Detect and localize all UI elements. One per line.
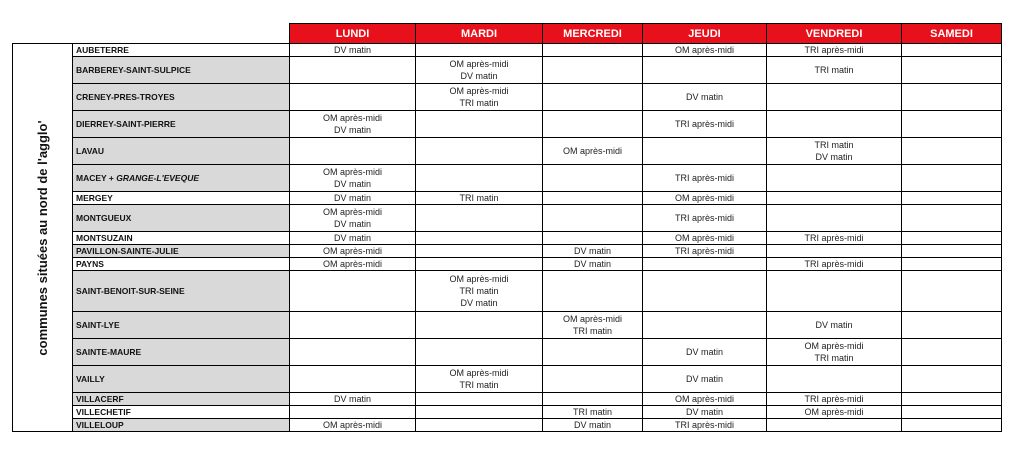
schedule-cell-vendredi [767,205,902,232]
collection-entry: DV matin [685,347,723,357]
schedule-cell-mardi [416,57,543,84]
schedule-container [12,23,1002,432]
schedule-cell-vendredi [767,245,902,258]
schedule-cell-jeudi [643,406,767,419]
collection-entry: DV matin [333,193,371,203]
schedule-cell-vendredi [767,406,902,419]
schedule-cell-jeudi [643,205,767,232]
schedule-cell-jeudi [643,339,767,366]
table-row [13,419,1002,432]
schedule-cell-lundi [290,111,416,138]
collection-entry: DV matin [333,394,371,404]
commune-name-text: SAINT-BENOIT-SUR-SEINE [76,286,185,296]
commune-name [73,271,290,312]
schedule-cell-lundi [290,406,416,419]
collection-entry: OM après-midi [322,259,382,269]
collection-entry: DV matin [685,374,723,384]
header-blank-side [13,24,73,44]
schedule-cell-samedi [902,366,1002,393]
commune-name-text: CRENEY-PRES-TROYES [76,92,175,102]
table-row [13,205,1002,232]
commune-name [73,111,290,138]
commune-name [73,258,290,271]
schedule-cell-lundi [290,393,416,406]
table-row [13,84,1002,111]
collection-entry: TRI matin [459,380,499,390]
schedule-cell-samedi [902,44,1002,57]
schedule-cell-mercredi [543,419,643,432]
commune-name [73,393,290,406]
commune-name-text: PAYNS [76,259,104,269]
schedule-cell-vendredi [767,192,902,205]
table-row [13,406,1002,419]
commune-name-text: LAVAU [76,146,105,156]
commune-name-text: DIERREY-SAINT-PIERRE [76,119,176,129]
collection-schedule-table [12,23,1002,432]
collection-entry: DV matin [460,71,498,81]
commune-name [73,57,290,84]
commune-name-text: VILLACERF [76,394,124,404]
collection-entry: TRI matin [572,407,612,417]
table-row [13,258,1002,271]
schedule-cell-lundi [290,339,416,366]
schedule-cell-jeudi [643,232,767,245]
schedule-cell-mercredi [543,44,643,57]
collection-entry: OM après-midi [674,394,734,404]
schedule-cell-samedi [902,205,1002,232]
schedule-cell-lundi [290,419,416,432]
schedule-cell-mardi [416,419,543,432]
schedule-cell-lundi [290,245,416,258]
table-row [13,245,1002,258]
table-row [13,232,1002,245]
schedule-cell-lundi [290,165,416,192]
schedule-cell-lundi [290,366,416,393]
schedule-cell-mercredi [543,232,643,245]
commune-name-text: PAVILLON-SAINTE-JULIE [76,246,179,256]
commune-name [73,419,290,432]
commune-name-text: MONTGUEUX [76,213,132,223]
side-label-cell [13,44,73,432]
schedule-cell-vendredi [767,339,902,366]
schedule-cell-vendredi [767,44,902,57]
collection-entry: OM après-midi [449,59,509,69]
schedule-cell-mardi [416,258,543,271]
side-label: communes situées au nord de l'agglo' [34,119,50,356]
schedule-cell-vendredi [767,57,902,84]
schedule-cell-mardi [416,165,543,192]
schedule-cell-mardi [416,232,543,245]
collection-entry: OM après-midi [449,274,509,284]
schedule-cell-samedi [902,84,1002,111]
schedule-cell-mercredi [543,393,643,406]
schedule-cell-mardi [416,271,543,312]
schedule-cell-mardi [416,205,543,232]
commune-name-text: VILLECHETIF [76,407,131,417]
header-lundi: LUNDI [290,24,416,44]
schedule-cell-samedi [902,419,1002,432]
collection-entry: DV matin [685,92,723,102]
collection-entry: DV matin [573,420,611,430]
collection-entry: DV matin [573,259,611,269]
commune-name-text: VAILLY [76,374,105,384]
schedule-cell-lundi [290,192,416,205]
schedule-cell-mardi [416,406,543,419]
commune-name [73,312,290,339]
schedule-cell-mercredi [543,84,643,111]
collection-entry: TRI matin [814,140,854,150]
header-mercredi: MERCREDI [543,24,643,44]
table-row [13,165,1002,192]
collection-entry: DV matin [460,298,498,308]
table-row [13,366,1002,393]
commune-name [73,138,290,165]
collection-entry: DV matin [333,219,371,229]
commune-name-text: MACEY + [76,173,117,183]
schedule-cell-samedi [902,271,1002,312]
collection-entry: OM après-midi [322,167,382,177]
schedule-cell-samedi [902,111,1002,138]
schedule-cell-jeudi [643,44,767,57]
schedule-cell-mercredi [543,138,643,165]
commune-name-text: SAINT-LYE [76,320,120,330]
schedule-cell-mardi [416,44,543,57]
commune-name [73,165,290,192]
header-vendredi: VENDREDI [767,24,902,44]
schedule-cell-jeudi [643,245,767,258]
commune-name [73,406,290,419]
collection-entry: OM après-midi [674,193,734,203]
commune-name-text: BARBEREY-SAINT-SULPICE [76,65,191,75]
schedule-cell-mardi [416,111,543,138]
schedule-cell-vendredi [767,393,902,406]
schedule-cell-samedi [902,232,1002,245]
table-row [13,312,1002,339]
schedule-cell-mardi [416,84,543,111]
collection-entry: TRI après-midi [804,394,864,404]
schedule-cell-samedi [902,406,1002,419]
table-row [13,57,1002,84]
schedule-cell-lundi [290,232,416,245]
schedule-cell-lundi [290,271,416,312]
collection-entry: TRI matin [572,326,612,336]
collection-entry: DV matin [685,407,723,417]
schedule-cell-jeudi [643,165,767,192]
schedule-cell-mercredi [543,258,643,271]
commune-name [73,366,290,393]
schedule-cell-mercredi [543,205,643,232]
schedule-cell-mercredi [543,339,643,366]
collection-entry: DV matin [333,233,371,243]
collection-entry: OM après-midi [449,86,509,96]
schedule-cell-lundi [290,138,416,165]
commune-name-italic: GRANGE-L'EVEQUE [116,173,200,183]
schedule-cell-mercredi [543,271,643,312]
schedule-cell-mardi [416,366,543,393]
schedule-cell-lundi [290,57,416,84]
schedule-cell-jeudi [643,366,767,393]
commune-name [73,84,290,111]
collection-entry: OM après-midi [322,207,382,217]
schedule-cell-mercredi [543,312,643,339]
schedule-cell-jeudi [643,258,767,271]
schedule-cell-mercredi [543,245,643,258]
collection-entry: OM après-midi [449,368,509,378]
collection-entry: TRI après-midi [674,246,734,256]
commune-name-text: MONTSUZAIN [76,233,133,243]
schedule-cell-jeudi [643,111,767,138]
commune-name [73,339,290,366]
collection-entry: OM après-midi [322,420,382,430]
schedule-cell-lundi [290,205,416,232]
commune-name-text: AUBETERRE [76,45,129,55]
header-samedi: SAMEDI [902,24,1002,44]
schedule-cell-vendredi [767,138,902,165]
schedule-cell-vendredi [767,111,902,138]
schedule-cell-mercredi [543,406,643,419]
commune-name [73,44,290,57]
schedule-cell-jeudi [643,192,767,205]
table-row [13,44,1002,57]
commune-name [73,232,290,245]
schedule-cell-jeudi [643,138,767,165]
collection-entry: TRI après-midi [804,233,864,243]
schedule-cell-vendredi [767,366,902,393]
schedule-cell-samedi [902,245,1002,258]
schedule-cell-samedi [902,57,1002,84]
schedule-cell-samedi [902,258,1002,271]
schedule-cell-vendredi [767,84,902,111]
collection-entry: OM après-midi [322,113,382,123]
schedule-cell-lundi [290,84,416,111]
schedule-cell-vendredi [767,258,902,271]
table-row [13,271,1002,312]
collection-entry: OM après-midi [322,246,382,256]
collection-entry: OM après-midi [804,407,864,417]
header-mardi: MARDI [416,24,543,44]
collection-entry: TRI après-midi [674,420,734,430]
collection-entry: OM après-midi [674,45,734,55]
commune-name [73,192,290,205]
collection-entry: OM après-midi [562,314,622,324]
schedule-cell-lundi [290,258,416,271]
schedule-cell-samedi [902,393,1002,406]
schedule-cell-vendredi [767,165,902,192]
collection-entry: OM après-midi [674,233,734,243]
schedule-cell-mardi [416,393,543,406]
schedule-cell-vendredi [767,271,902,312]
collection-entry: DV matin [333,45,371,55]
schedule-cell-mardi [416,339,543,366]
collection-entry: DV matin [333,179,371,189]
collection-entry: TRI après-midi [674,119,734,129]
schedule-cell-mercredi [543,366,643,393]
header-jeudi: JEUDI [643,24,767,44]
collection-entry: OM après-midi [562,146,622,156]
schedule-cell-mercredi [543,57,643,84]
schedule-cell-samedi [902,192,1002,205]
schedule-cell-jeudi [643,57,767,84]
schedule-cell-mardi [416,192,543,205]
schedule-cell-mardi [416,138,543,165]
collection-entry: TRI matin [459,286,499,296]
schedule-cell-jeudi [643,419,767,432]
table-row [13,138,1002,165]
table-row [13,192,1002,205]
collection-entry: DV matin [815,320,853,330]
collection-entry: TRI matin [814,353,854,363]
schedule-cell-samedi [902,138,1002,165]
schedule-cell-vendredi [767,419,902,432]
schedule-cell-jeudi [643,84,767,111]
schedule-cell-vendredi [767,232,902,245]
commune-name [73,245,290,258]
schedule-cell-jeudi [643,393,767,406]
schedule-cell-samedi [902,312,1002,339]
schedule-cell-jeudi [643,312,767,339]
table-row [13,393,1002,406]
collection-entry: DV matin [333,125,371,135]
commune-name-text: MERGEY [76,193,113,203]
schedule-cell-samedi [902,339,1002,366]
schedule-cell-mercredi [543,111,643,138]
schedule-cell-mardi [416,245,543,258]
header-row [13,24,1002,44]
collection-entry: TRI après-midi [804,259,864,269]
schedule-body [13,44,1002,432]
collection-entry: DV matin [815,152,853,162]
collection-entry: OM après-midi [804,341,864,351]
commune-name-text: VILLELOUP [76,420,124,430]
collection-entry: TRI après-midi [804,45,864,55]
schedule-cell-samedi [902,165,1002,192]
schedule-cell-mercredi [543,192,643,205]
commune-name-text: SAINTE-MAURE [76,347,142,357]
schedule-cell-lundi [290,312,416,339]
schedule-cell-mardi [416,312,543,339]
header-blank-name [73,24,290,44]
schedule-cell-lundi [290,44,416,57]
collection-entry: DV matin [573,246,611,256]
commune-name [73,205,290,232]
collection-entry: TRI matin [459,193,499,203]
schedule-cell-vendredi [767,312,902,339]
collection-entry: TRI après-midi [674,213,734,223]
schedule-cell-mercredi [543,165,643,192]
collection-entry: TRI après-midi [674,173,734,183]
collection-entry: TRI matin [459,98,499,108]
schedule-cell-jeudi [643,271,767,312]
collection-entry: TRI matin [814,65,854,75]
table-row [13,111,1002,138]
table-row [13,339,1002,366]
